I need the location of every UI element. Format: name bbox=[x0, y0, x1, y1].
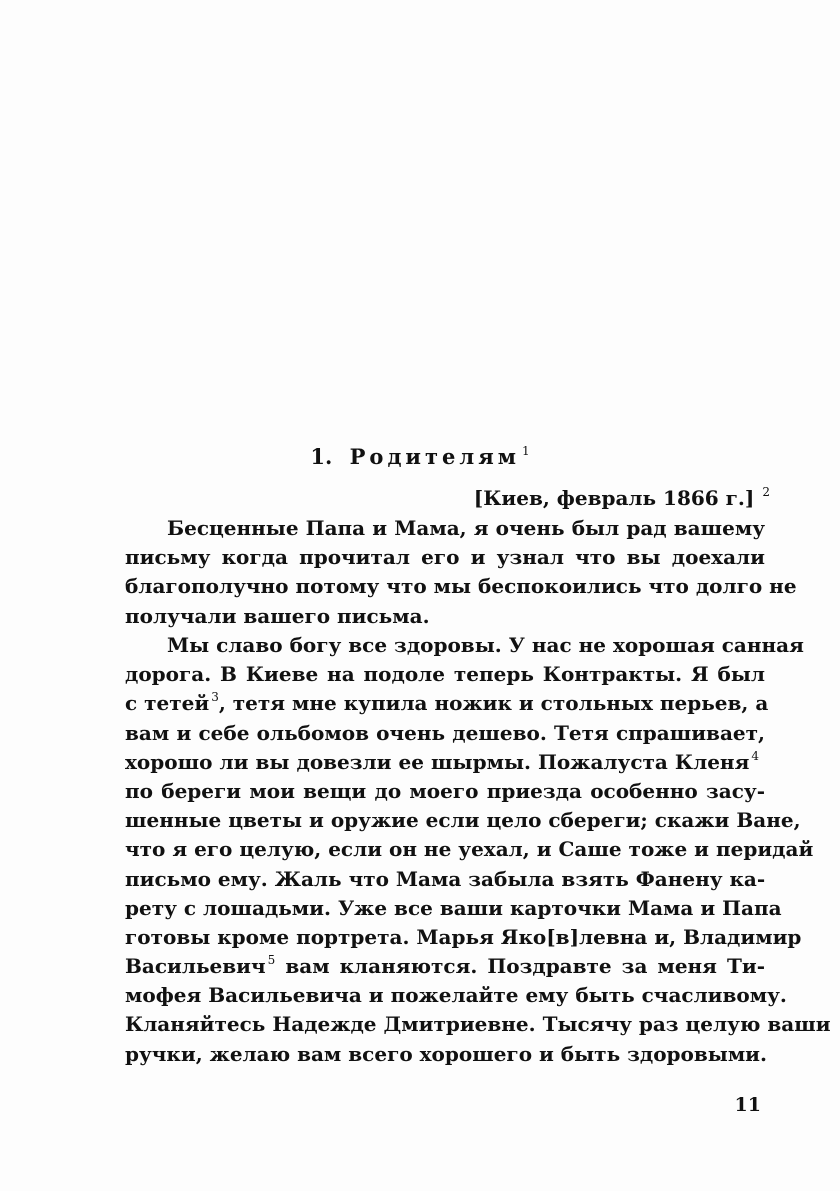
text-line: Кланяйтесь Надежде Дмитриевне. Тысячу раз целую ваши bbox=[125, 1012, 831, 1037]
text-line: мофея Васильевича и пожелайте ему быть счасливому. bbox=[125, 983, 787, 1008]
text-line: ручки, желаю вам всего хорошего и быть здоровыми. bbox=[125, 1041, 767, 1066]
text-fragment: с тетей bbox=[125, 691, 210, 716]
text-line: Мы славо богу все здоровы. У нас не хорошая санная bbox=[167, 633, 804, 657]
footnote-ref-2: 2 bbox=[762, 485, 770, 499]
footnote-ref-5: 5 bbox=[267, 953, 276, 968]
text-line: получали вашего письма. bbox=[125, 603, 430, 628]
text-line: благополучно потому что мы беспокоились что долго не bbox=[125, 574, 797, 599]
footnote-ref-1: 1 bbox=[521, 444, 530, 458]
page-number: 11 bbox=[734, 1094, 761, 1116]
dateline-text: [Киев, февраль 1866 г.] bbox=[473, 486, 755, 510]
text-line: рету с лошадьми. Уже все ваши карточки Мама и Папа bbox=[125, 895, 782, 920]
text-line: готовы кроме портрета. Марья Яко[в]левна и, Владимир bbox=[125, 924, 802, 949]
text-line bbox=[125, 689, 769, 718]
letter-title: Родителям bbox=[349, 444, 520, 469]
text-line bbox=[125, 952, 765, 981]
text-fragment: Васильевич bbox=[125, 954, 266, 979]
text-line: письму когда прочитал его и узнал что вы доехали bbox=[125, 545, 765, 570]
paragraph-1 bbox=[125, 514, 797, 631]
letter-heading bbox=[0, 444, 840, 469]
letter-dateline bbox=[474, 486, 770, 510]
footnote-ref-4: 4 bbox=[751, 748, 759, 763]
letter-number: 1. bbox=[310, 444, 333, 469]
text-line: Бесценные Папа и Мама, я очень был рад вашему bbox=[167, 516, 765, 540]
text-line: шенные цветы и оружие если цело сбереги; скажи Ване, bbox=[125, 808, 801, 833]
text-fragment: , тетя мне купила ножик и стольных перьев, а bbox=[218, 691, 769, 716]
text-line: дорога. В Киеве на подоле теперь Контракты. Я был bbox=[125, 662, 765, 687]
text-line bbox=[125, 748, 765, 777]
text-fragment: вам кланяются. Поздравте за меня Ти- bbox=[285, 954, 766, 979]
footnote-ref-3: 3 bbox=[211, 690, 219, 705]
text-fragment: хорошо ли вы довезли ее шырмы. Пожалуста Кленя bbox=[125, 749, 750, 774]
text-line: что я его целую, если он не уехал, и Саше тоже и перидай bbox=[125, 837, 814, 862]
paragraph-2 bbox=[125, 631, 831, 1069]
text-line: вам и себе ольбомов очень дешево. Тетя спрашивает, bbox=[125, 720, 765, 745]
text-line: письмо ему. Жаль что Мама забыла взять Фанену ка- bbox=[125, 866, 766, 891]
text-line: по береги мои вещи до моего приезда особенно засу- bbox=[125, 778, 765, 803]
